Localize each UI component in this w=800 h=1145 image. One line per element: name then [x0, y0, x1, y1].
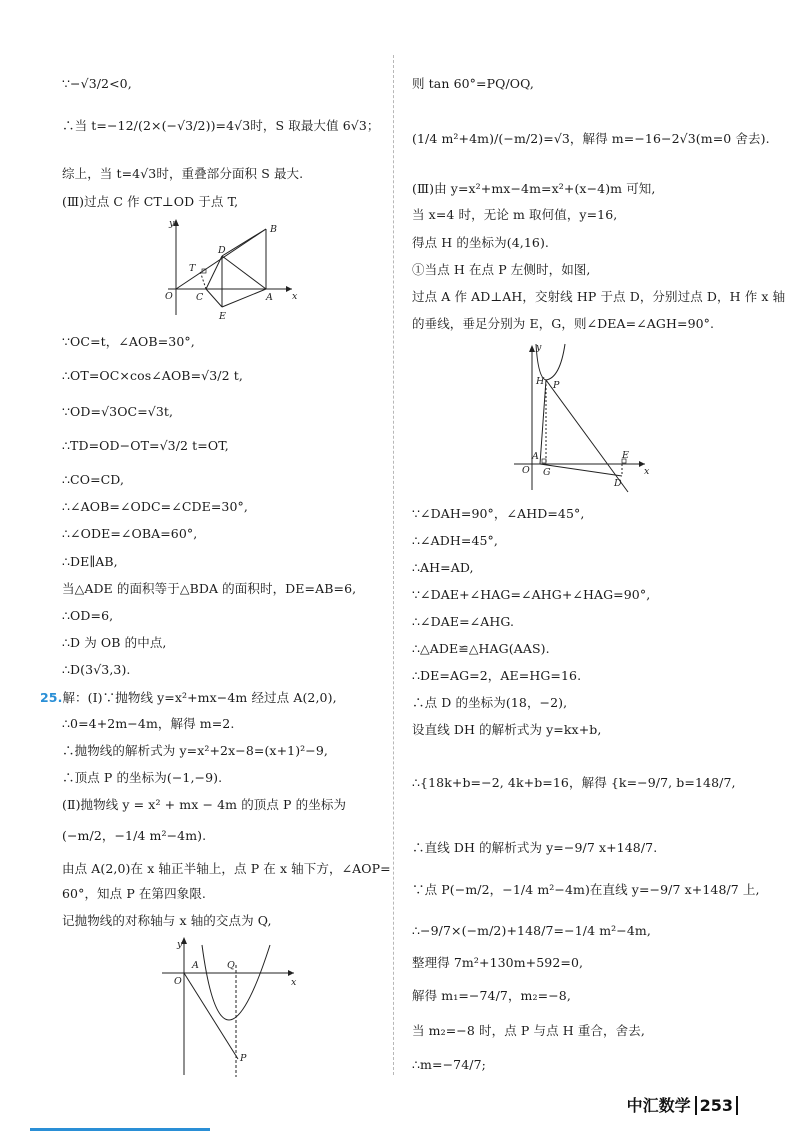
text-line: 的垂线，垂足分别为 E，G，则∠DEA=∠AGH=90°.: [412, 316, 715, 331]
fig1-label: C: [196, 292, 204, 303]
text-line: ∵OD=√3OC=√3t,: [62, 404, 174, 419]
text-line: ∴m=−74/7;: [412, 1057, 486, 1072]
fig2-label: G: [543, 467, 551, 478]
text-line: ∴0=4+2m−4m，解得 m=2.: [62, 716, 235, 731]
text-line: ∴OD=6,: [62, 608, 114, 623]
text-line: ∴D 为 OB 的中点,: [62, 635, 167, 650]
page-number: 253: [695, 1096, 738, 1115]
fig3-label: A: [192, 960, 199, 971]
text-line: 得点 H 的坐标为(4,16).: [412, 235, 550, 250]
text-line: ∴D(3√3,3).: [62, 662, 131, 677]
problem-number: 25.: [40, 690, 63, 705]
text-line: ∵∠DAH=90°，∠AHD=45°,: [412, 506, 585, 521]
text-line: (−m/2，−1/4 m²−4m).: [62, 828, 207, 843]
brand-label: 中汇数学: [626, 1096, 691, 1115]
fig1-label: x: [292, 291, 298, 302]
fig2-label: y: [536, 342, 542, 353]
fig1-label: D: [218, 245, 226, 256]
text-line: ∴∠ADH=45°,: [412, 533, 498, 548]
text-line: (Ⅲ)过点 C 作 CT⊥OD 于点 T,: [62, 194, 239, 209]
fig1-label: A: [266, 292, 273, 303]
text-line: 解得 m₁=−74/7，m₂=−8,: [412, 988, 571, 1003]
fig1-label: O: [165, 291, 173, 302]
text-line: 过点 A 作 AD⊥AH，交射线 HP 于点 D，分别过点 D，H 作 x 轴: [412, 289, 786, 304]
text-line: ∴TD=OD−OT=√3/2 t=OT,: [62, 438, 229, 453]
text-line: 记抛物线的对称轴与 x 轴的交点为 Q,: [62, 913, 272, 928]
text-line: 整理得 7m²+130m+592=0,: [412, 955, 584, 970]
text-line: 当 m₂=−8 时，点 P 与点 H 重合，舍去,: [412, 1023, 645, 1038]
fig3-label: O: [174, 976, 182, 987]
text-line: ∴抛物线的解析式为 y=x²+2x−8=(x+1)²−9,: [62, 743, 328, 758]
text-line: ∴顶点 P 的坐标为(−1,−9).: [62, 770, 223, 785]
fig3-label: Q: [227, 960, 235, 971]
text-line: ∴AH=AD,: [412, 560, 474, 575]
fig3-label: P: [240, 1053, 247, 1064]
fig2-label: O: [522, 465, 530, 476]
text-line: 综上，当 t=4√3时，重叠部分面积 S 最大.: [62, 166, 304, 181]
text-line: (Ⅲ)由 y=x²+mx−4m=x²+(x−4)m 可知,: [412, 181, 656, 196]
text-line: ∵∠DAE+∠HAG=∠AHG+∠HAG=90°,: [412, 587, 651, 602]
text-line: ∴△ADE≌△HAG(AAS).: [412, 641, 550, 656]
column-divider: [393, 55, 394, 1075]
text-line: ①当点 H 在点 P 左侧时，如图,: [412, 262, 591, 277]
text-line: ∴∠ODE=∠OBA=60°,: [62, 526, 198, 541]
fig1-label: E: [219, 311, 226, 322]
text-line: ∴DE=AG=2，AE=HG=16.: [412, 668, 582, 683]
fig2-label: P: [553, 380, 560, 391]
text-line: ∵−√3/2<0,: [62, 76, 132, 91]
fig2-label: E: [622, 450, 629, 461]
text-line: 由点 A(2,0)在 x 轴正半轴上，点 P 在 x 轴下方，∠AOP=: [62, 861, 391, 876]
figure-parabola-right: [510, 340, 660, 500]
fig3-label: y: [177, 939, 183, 950]
fig2-label: H: [536, 376, 545, 387]
figure-triangle-diagram: [158, 215, 358, 325]
text-line: ∴当 t=−12/(2×(−√3/2))=4√3时，S 取最大值 6√3；: [62, 118, 380, 133]
text-line: (Ⅱ)抛物线 y = x² + mx − 4m 的顶点 P 的坐标为: [62, 797, 347, 812]
text-line: 解：(Ⅰ)∵抛物线 y=x²+mx−4m 经过点 A(2,0),: [62, 690, 337, 705]
text-line: (1/4 m²+4m)/(−m/2)=√3，解得 m=−16−2√3(m=0 舍去).: [412, 131, 770, 146]
text-line: ∴−9/7×(−m/2)+148/7=−1/4 m²−4m,: [412, 923, 651, 938]
text-line: ∵OC=t，∠AOB=30°,: [62, 334, 195, 349]
page-footer: [627, 1093, 738, 1116]
text-line: ∴直线 DH 的解析式为 y=−9/7 x+148/7.: [412, 840, 658, 855]
fig1-label: B: [270, 224, 277, 235]
bottom-accent-bar: [30, 1128, 210, 1131]
fig1-label: y: [169, 218, 175, 229]
fig1-label: T: [189, 263, 196, 274]
text-line: 当△ADE 的面积等于△BDA 的面积时，DE=AB=6,: [62, 581, 357, 596]
fig2-label: A: [532, 451, 539, 462]
text-line: ∴CO=CD,: [62, 472, 125, 487]
problem-25-line: [40, 690, 337, 706]
text-line: ∴OT=OC×cos∠AOB=√3/2 t,: [62, 368, 243, 383]
text-line: 设直线 DH 的解析式为 y=kx+b,: [412, 722, 602, 737]
text-line: ∴{18k+b=−2, 4k+b=16，解得 {k=−9/7, b=148/7,: [412, 775, 736, 790]
fig2-label: x: [644, 466, 650, 477]
text-line: 当 x=4 时，无论 m 取何值，y=16,: [412, 207, 618, 222]
text-line: 60°，知点 P 在第四象限.: [62, 886, 206, 901]
fig3-label: x: [291, 977, 297, 988]
text-line: ∵点 P(−m/2，−1/4 m²−4m)在直线 y=−9/7 x+148/7 上,: [412, 882, 760, 897]
text-line: ∴点 D 的坐标为(18，−2),: [412, 695, 568, 710]
text-line: ∴DE∥AB,: [62, 554, 118, 569]
text-line: 则 tan 60°=PQ/OQ,: [412, 76, 534, 91]
fig2-label: D: [614, 478, 622, 489]
text-line: ∴∠DAE=∠AHG.: [412, 614, 515, 629]
figure-parabola-left: [154, 935, 364, 1080]
text-line: ∴∠AOB=∠ODC=∠CDE=30°,: [62, 499, 248, 514]
